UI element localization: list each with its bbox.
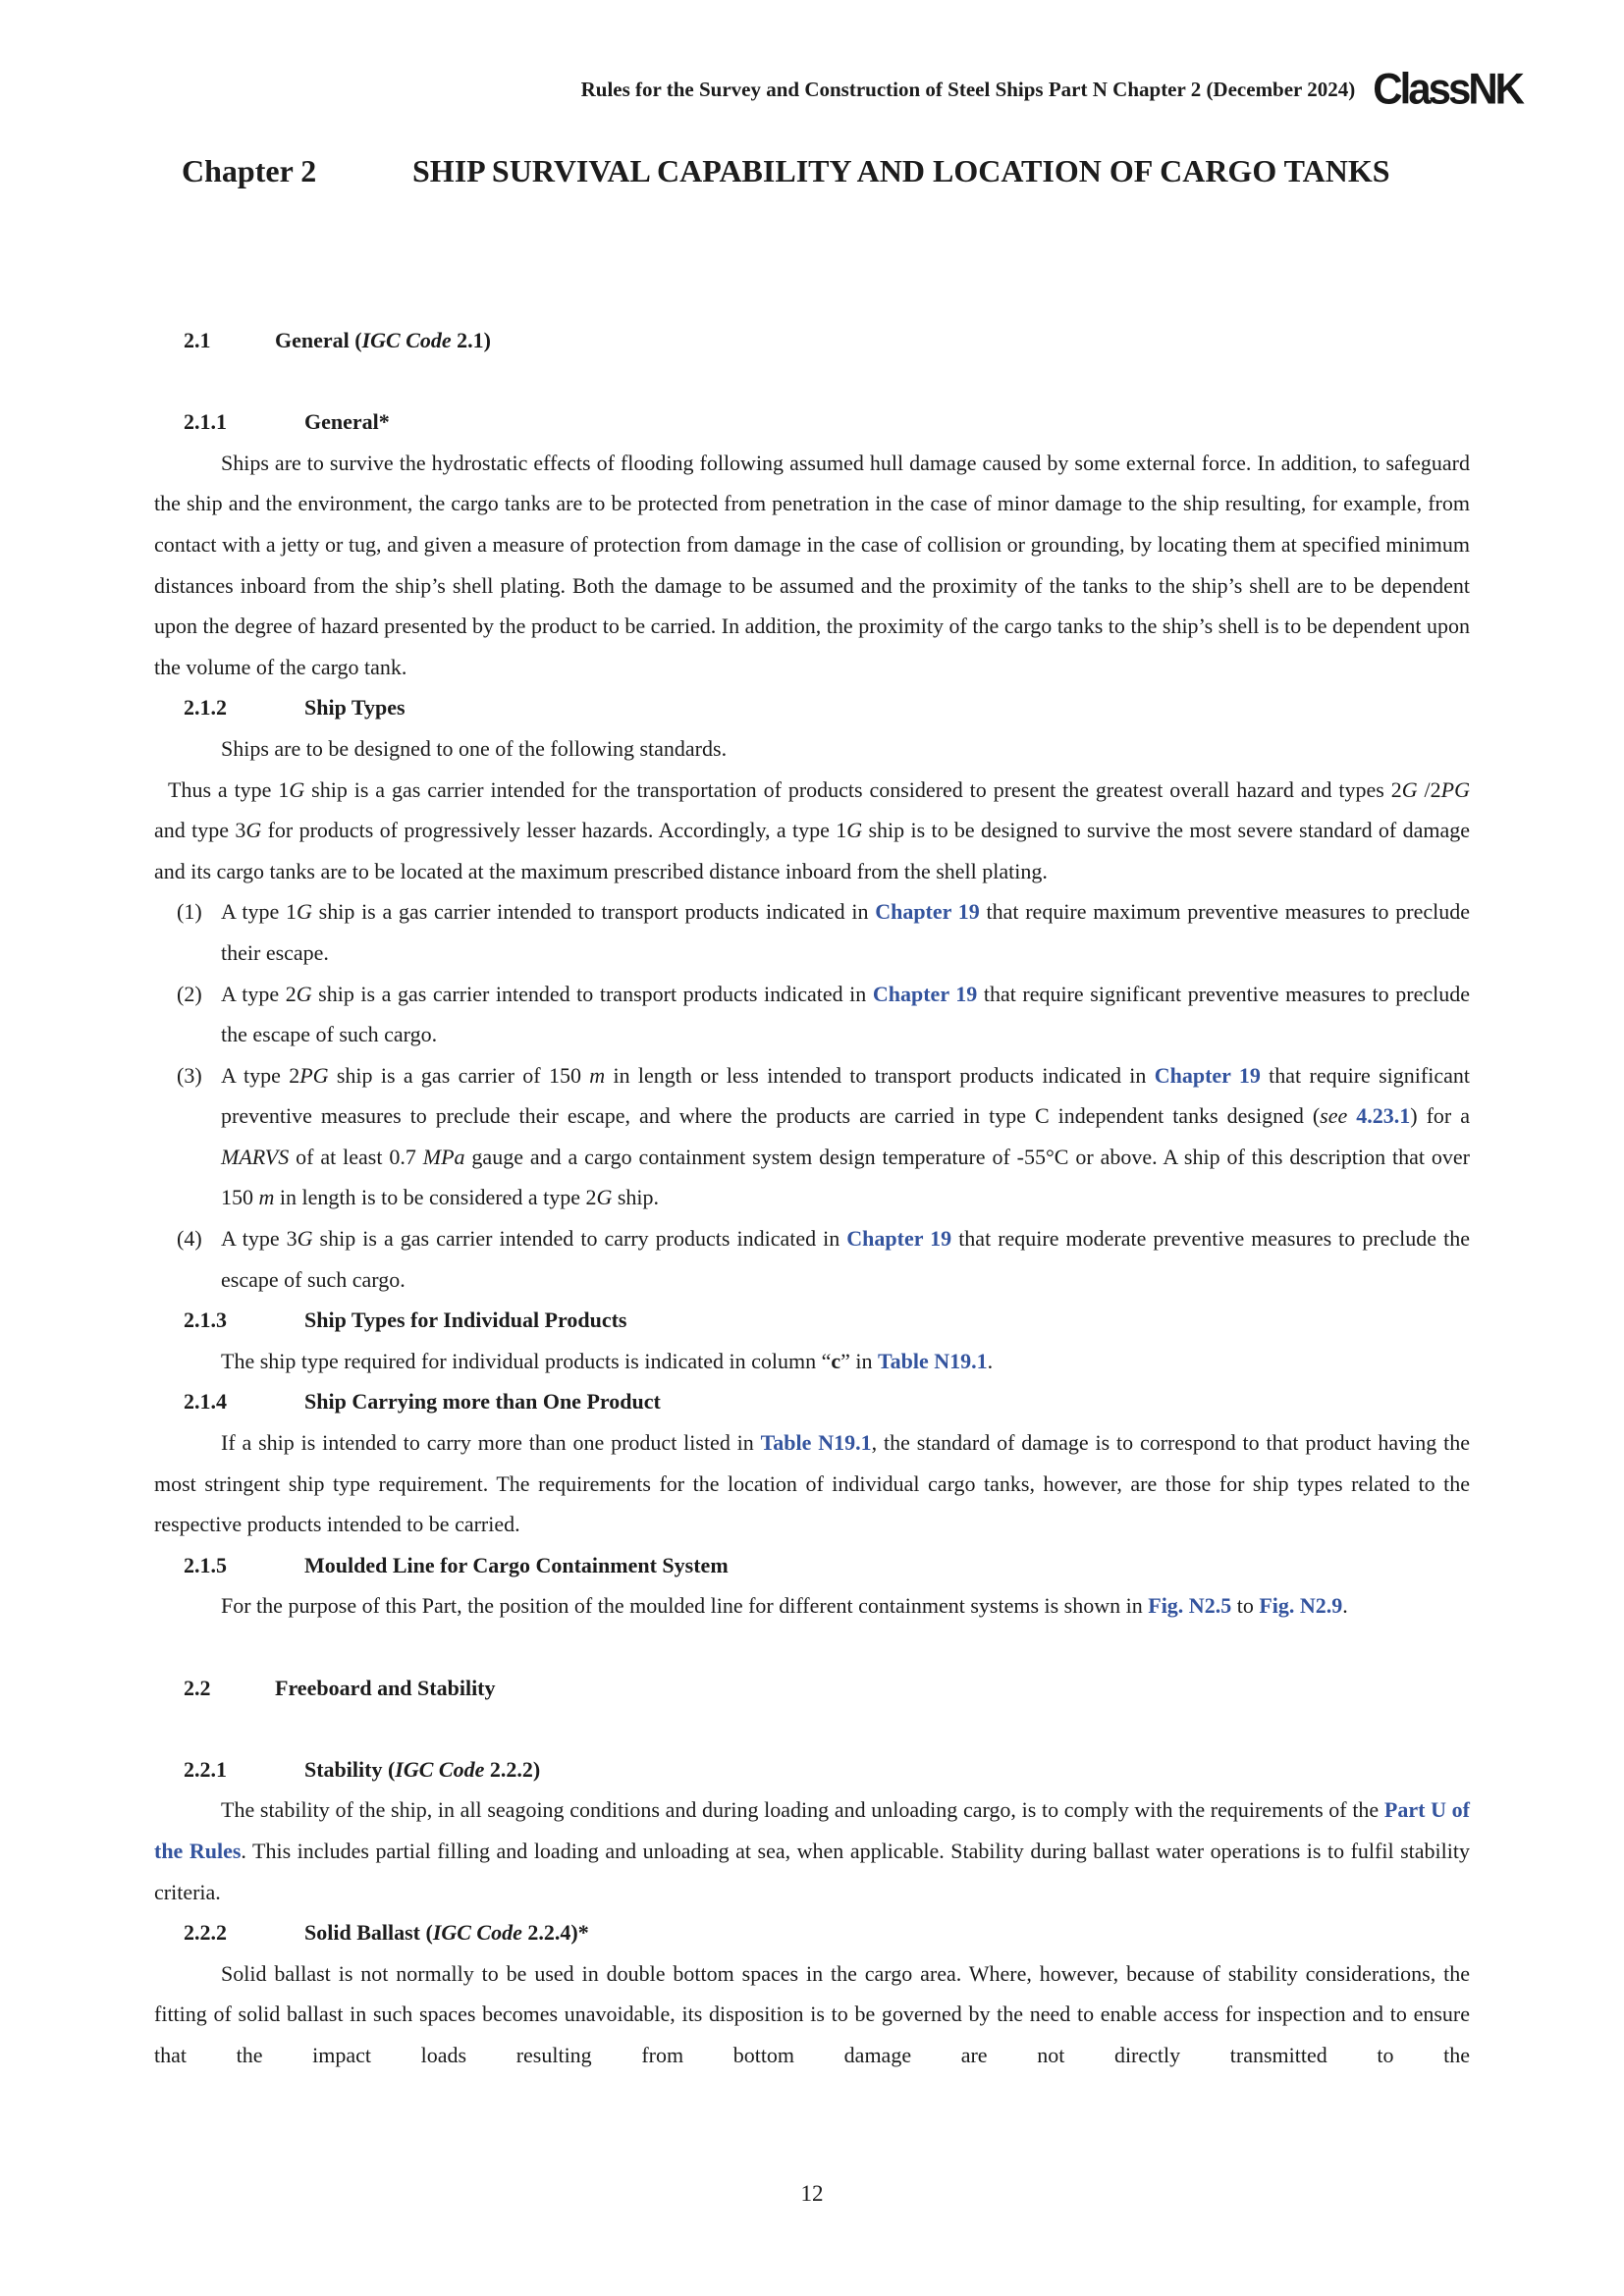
- paragraph-2-2-2: Solid ballast is not normally to be used in double bottom spaces in the cargo area. Where, however, because of stability considerations, the fitting of solid ballast in such spaces becomes unavoidable, its disposition is to be governed by the need to enable access for inspection and to ensure that the impact loads resulting from bottom damage are not directly transmitted to the: [154, 1960, 1470, 2067]
- section-title: General (IGC Code 2.1): [275, 328, 491, 352]
- section-number: 2.1.3: [184, 1308, 227, 1333]
- cross-reference-link[interactable]: Fig. N2.9: [1259, 1593, 1343, 1619]
- section-number: 2.1.1: [184, 409, 227, 435]
- section-number: 2.2: [184, 1675, 211, 1700]
- list-item-text: A type 2PG ship is a gas carrier of 150 m in length or less intended to transport products indicated in Chapter 19 that require significant preventive measures to preclude their escape, and where the products are carried in type C independent tanks designed (see 4.23.1) for a MARVS of at least 0.7 MPa gauge and a cargo containment system design temperature of -55°C or above. A ship of this description that over 150 m in length is to be considered a type 2G ship.: [221, 1062, 1470, 1210]
- section-heading-2-2: [154, 1668, 1470, 1709]
- section-heading-2-1-4: [154, 1381, 1470, 1422]
- cross-reference-link[interactable]: Chapter 19: [872, 981, 978, 1006]
- section-number: 2.1.4: [184, 1389, 227, 1415]
- paragraph-2-1-2-b: Thus a type 1G ship is a gas carrier intended for the transportation of products considered to present the greatest overall hazard and types 2G /2PG and type 3G for products of progressively lesser hazards. Accordingly, a type 1G ship is to be designed to survive the most severe standard of damage and its cargo tanks are to be located at the maximum prescribed distance inboard from the shell plating.: [154, 776, 1470, 883]
- classnk-logo: ClassNK: [1373, 64, 1522, 114]
- section-heading-2-2-2: [154, 1912, 1470, 1953]
- list-item-text: A type 2G ship is a gas carrier intended to transport products indicated in Chapter 19 that require significant preventive measures to preclude the escape of such cargo.: [221, 981, 1470, 1047]
- section-title: Ship Types: [304, 695, 406, 721]
- list-item-text: A type 1G ship is a gas carrier intended to transport products indicated in Chapter 19 that require maximum preventive measures to preclude their escape.: [221, 899, 1470, 965]
- section-heading-2-1-2: [154, 687, 1470, 728]
- section-title: General*: [304, 409, 390, 435]
- section-title: Moulded Line for Cargo Containment System: [304, 1552, 729, 1577]
- section-heading-2-2-1: [154, 1749, 1470, 1790]
- section-heading-2-1-3: [154, 1300, 1470, 1341]
- page-header: [154, 64, 1522, 114]
- section-number: 2.2.2: [184, 1920, 227, 1946]
- list-item-text: A type 3G ship is a gas carrier intended to carry products indicated in Chapter 19 that require moderate preventive measures to preclude the escape of such cargo.: [221, 1226, 1470, 1292]
- cross-reference-link[interactable]: Chapter 19: [875, 899, 980, 925]
- section-number: 2.1.5: [184, 1552, 227, 1577]
- document-body: [154, 320, 1470, 2076]
- list-item: [154, 1055, 1470, 1218]
- cross-reference-link[interactable]: Chapter 19: [846, 1226, 952, 1252]
- paragraph-2-1-4: If a ship is intended to carry more than one product listed in Table N19.1, the standard of damage is to correspond to that product having the most stringent ship type requirement. The requirements for the location of individual cargo tanks, however, are those for ship types related to the respective products intended to be carried.: [154, 1430, 1470, 1537]
- paragraph-2-1-2-a: Ships are to be designed to one of the following standards.: [221, 735, 728, 761]
- cross-reference-link[interactable]: 4.23.1: [1356, 1103, 1411, 1129]
- chapter-number: Chapter 2: [182, 153, 317, 188]
- list-item: [154, 1218, 1470, 1300]
- page-number: 12: [800, 2181, 824, 2206]
- list-item-marker: (3): [177, 1062, 202, 1088]
- list-item-marker: (4): [177, 1226, 202, 1252]
- section-heading-2-1-5: [154, 1545, 1470, 1586]
- cross-reference-link[interactable]: Table N19.1: [760, 1430, 872, 1456]
- paragraph-2-1-5: For the purpose of this Part, the position of the moulded line for different containment systems is shown in Fig. N2.5 to Fig. N2.9.: [221, 1593, 1348, 1619]
- list-item: [154, 891, 1470, 973]
- chapter-heading: [182, 153, 1516, 189]
- section-number: 2.2.1: [184, 1756, 227, 1782]
- cross-reference-link[interactable]: Fig. N2.5: [1148, 1593, 1232, 1619]
- list-item: [154, 974, 1470, 1055]
- section-heading-2-1-1: [154, 401, 1470, 443]
- section-title: Ship Types for Individual Products: [304, 1308, 627, 1333]
- cross-reference-link[interactable]: Table N19.1: [878, 1348, 988, 1373]
- document-title: Rules for the Survey and Construction of Steel Ships Part N Chapter 2 (December 2024): [580, 77, 1356, 101]
- section-title: Solid Ballast (IGC Code 2.2.4)*: [304, 1920, 589, 1946]
- section-heading-2-1: [154, 320, 1470, 361]
- section-number: 2.1.2: [184, 695, 227, 721]
- cross-reference-link[interactable]: Chapter 19: [1154, 1062, 1261, 1088]
- section-title: Stability (IGC Code 2.2.2): [304, 1756, 541, 1782]
- cross-reference-link[interactable]: Part U of the Rules: [154, 1797, 1471, 1863]
- chapter-title: SHIP SURVIVAL CAPABILITY AND LOCATION OF CARGO TANKS: [412, 153, 1390, 188]
- section-title: Freeboard and Stability: [275, 1675, 496, 1700]
- paragraph-2-1-3: The ship type required for individual products is indicated in column “c” in Table N19.1.: [221, 1348, 994, 1373]
- list-item-marker: (2): [177, 981, 202, 1006]
- list-item-marker: (1): [177, 899, 202, 925]
- page-footer: [0, 2181, 1624, 2207]
- section-title: Ship Carrying more than One Product: [304, 1389, 661, 1415]
- paragraph-2-2-1: The stability of the ship, in all seagoing conditions and during loading and unloading cargo, is to comply with the requirements of the Part U of the Rules. This includes partial filling and loading and unloading at sea, when applicable. Stability during ballast water operations is to fulfil stability criteria.: [154, 1797, 1471, 1904]
- paragraph-2-1-1: Ships are to survive the hydrostatic effects of flooding following assumed hull damage caused by some external force. In addition, to safeguard the ship and the environment, the cargo tanks are to be protected from penetration in the case of minor damage to the ship resulting, for example, from contact with a jetty or tug, and given a measure of protection from damage in the case of collision or grounding, by locating them at specified minimum distances inboard from the ship’s shell plating. Both the damage to be assumed and the proximity of the tanks to the ship’s shell are to be dependent upon the degree of hazard presented by the product to be carried. In addition, the proximity of the cargo tanks to the ship’s shell is to be dependent upon the volume of the cargo tank.: [154, 450, 1470, 679]
- section-number: 2.1: [184, 328, 211, 352]
